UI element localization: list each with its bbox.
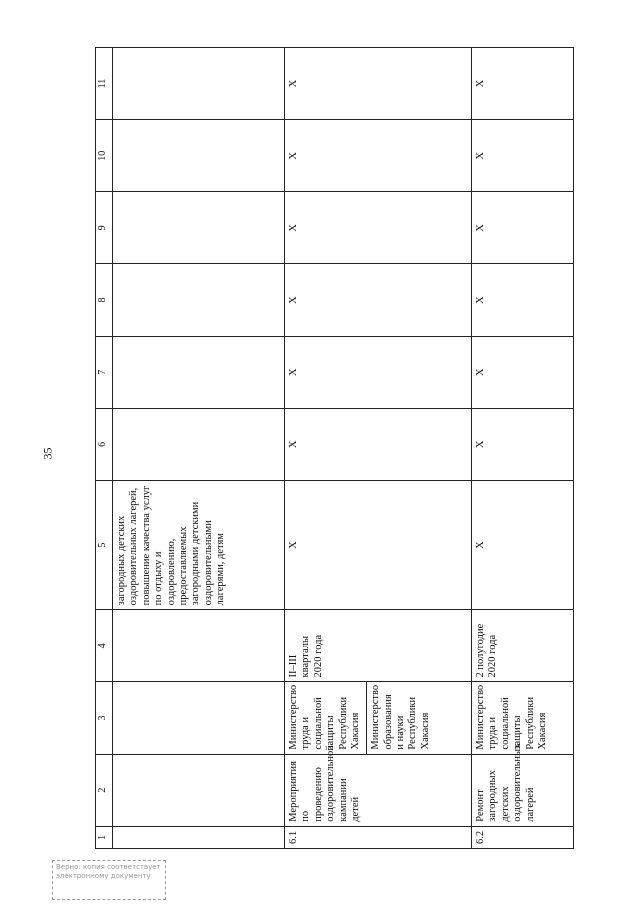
row-term: II–III кварталы 2020 года <box>285 610 472 682</box>
executor-1: Министерство труда и социальной защиты Республики Хакасия <box>475 684 548 750</box>
table-header-row <box>96 48 113 849</box>
executor-2: Министерство образования и науки Республики Хакасия <box>366 682 432 753</box>
col-header: 9 <box>96 192 113 264</box>
cell-x: X <box>472 480 574 609</box>
cell-x: X <box>472 120 574 192</box>
col-header: 4 <box>96 610 113 682</box>
row-number: 6.1 <box>285 826 472 848</box>
col-header: 11 <box>96 48 113 120</box>
row-number: 6.2 <box>472 826 574 848</box>
table-row-6-2 <box>472 48 574 849</box>
cell-x: X <box>285 408 472 480</box>
cell-x: X <box>285 48 472 120</box>
cell-x: X <box>285 336 472 408</box>
col-header: 10 <box>96 120 113 192</box>
executor-1: Министерство труда и социальной защиты Республики Хакасия <box>288 684 361 750</box>
col-header: 8 <box>96 264 113 336</box>
col-header: 3 <box>96 682 113 754</box>
cell-x: X <box>472 336 574 408</box>
row-title: Ремонт загородных детских оздоровительных лагерей <box>472 754 574 826</box>
col-header: 7 <box>96 336 113 408</box>
row-term: 2 полугодие 2020 года <box>472 610 574 682</box>
page-number: 35 <box>40 447 55 460</box>
plan-table <box>95 47 574 849</box>
cell-x: X <box>472 264 574 336</box>
col-header: 5 <box>96 480 113 609</box>
cell-x: X <box>472 408 574 480</box>
row-executors <box>285 682 472 754</box>
cell-goal-continuation: загородных детских оздоровительных лагерей, повышение качества услуг по отдыху и оздоровлению, предоставляемых загородными детскими оздоровительными лагерями, детям <box>113 480 285 609</box>
cell-x: X <box>285 120 472 192</box>
row-title: Мероприятия по проведению оздоровительной кампании детей <box>285 754 472 826</box>
cell-x: X <box>285 264 472 336</box>
cell-x: X <box>285 192 472 264</box>
cell-x: X <box>472 192 574 264</box>
rotated-table-container <box>95 47 574 849</box>
col-header: 6 <box>96 408 113 480</box>
table-row-continuation <box>113 48 285 849</box>
cell-x: X <box>472 48 574 120</box>
row-executors <box>472 682 574 754</box>
cell-x: X <box>285 480 472 609</box>
col-header: 2 <box>96 754 113 826</box>
verification-stamp: Верно: копия соответствует электронному документу <box>52 860 166 900</box>
table-row-6-1 <box>285 48 472 849</box>
col-header: 1 <box>96 826 113 848</box>
